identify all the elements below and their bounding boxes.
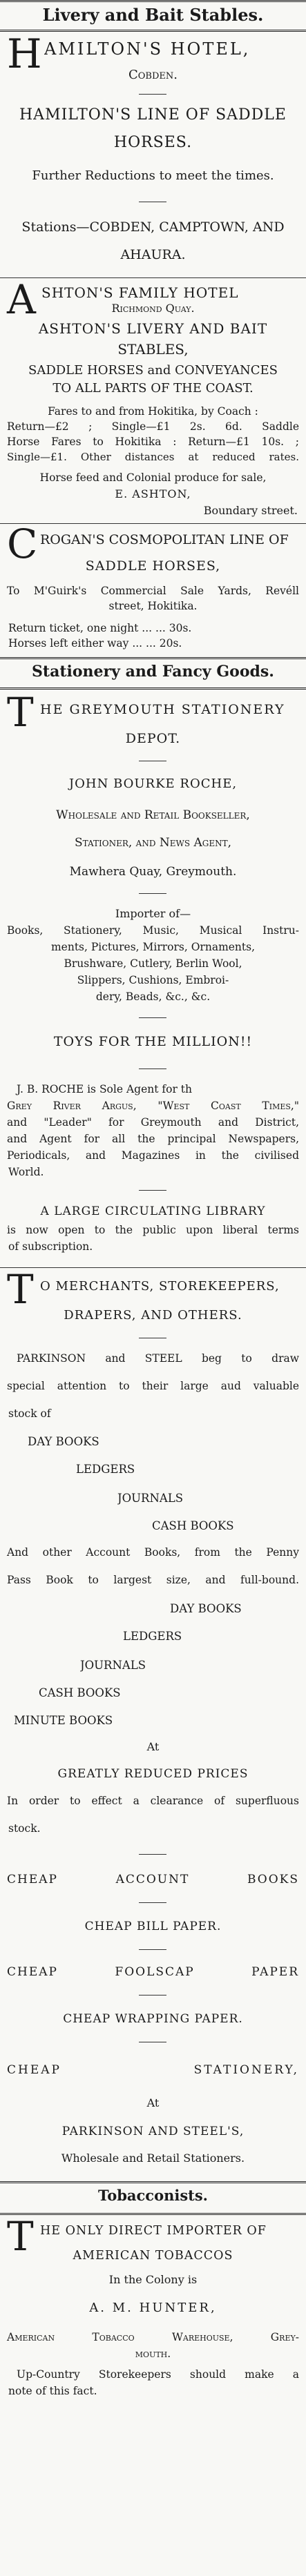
drop-cap: A [7,276,36,323]
drop-cap: C [7,520,38,567]
double-rule [0,687,306,690]
stations-text: Stations—COBDEN, CAMPTOWN, AND [21,219,285,235]
account-books-text: And other Account Books, from the Penny [7,1546,299,1559]
double-rule [0,30,306,32]
cheap-foolscap-paper: CHEAP FOOLSCAP PAPER [7,1965,299,1979]
section-heading: Tobacconists. [98,2187,208,2204]
feed-text: Horse feed and Colonial produce for sale, [39,471,267,484]
importer-label: Importer of— [115,907,191,920]
tobacco-title: HE ONLY DIRECT IMPORTER OF [40,2224,267,2238]
fares-text: Single—£1. Other distances at reduced rates. [7,451,299,463]
cheap-stationery: CHEAP STATIONERY, [7,2063,299,2077]
cheap-bill-paper: CHEAP BILL PAPER. [84,1920,222,1933]
crogan-text: street, Hokitika. [108,600,198,612]
goods-list: Brushware, Cutlery, Berlin Wool, [64,957,242,970]
stock-item: DAY BOOKS [28,1435,99,1448]
agent-text: and Agent for all the principal Newspapers, [7,1133,299,1145]
drop-cap: T [7,689,34,736]
library-text: is now open to the public upon liberal terms [7,1224,299,1236]
horses-left-price: Horses left either way ... ... 20s. [8,637,182,650]
goods-list: Slippers, Cushions, Embroi- [77,974,229,986]
stock-item: JOURNALS [117,1492,184,1505]
cheap-account-books: CHEAP ACCOUNT BOOKS [7,1873,299,1886]
saddle-line-title-2: HORSES. [113,134,193,151]
stock-item: CASH BOOKS [39,1686,121,1699]
agent-text: World. [8,1166,44,1178]
hotel-title: AMILTON'S HOTEL, [44,39,251,59]
tobacco-text: In the Colony is [108,2273,198,2286]
crogan-saddle-horses: SADDLE HORSES, [85,558,221,574]
goods-list: ments, Pictures, Mirrors, Ornaments, [50,941,256,953]
stock-item: JOURNALS [80,1659,146,1672]
drop-cap: T [7,1266,34,1313]
agent-text: Periodicals, and Magazines in the civilised [7,1149,299,1162]
ashton-hotel-title: SHTON'S FAMILY HOTEL [41,284,239,301]
trade-description: Wholesale and Retail Bookseller, [56,808,250,822]
stock-item: LEDGERS [76,1463,135,1476]
library-text: of subscription. [8,1240,93,1253]
merchants-title: O MERCHANTS, STOREKEEPERS, [40,1279,280,1294]
ashton-signature: E. ASHTON, [115,487,191,500]
tobacco-title-2: AMERICAN TOBACCOS [73,2249,233,2263]
toys-heading: TOYS FOR THE MILLION!! [53,1034,253,1049]
depot-title: HE GREYMOUTH STATIONERY [40,702,285,717]
upcountry-text: Up-Country Storekeepers should make a [17,2368,299,2381]
reduced-prices-heading: GREATLY REDUCED PRICES [57,1767,249,1781]
ashton-street: Boundary street. [203,504,298,517]
goods-list: Books, Stationery, Music, Musical Instru- [7,924,299,937]
firm-description: Wholesale and Retail Stationers. [61,2151,245,2165]
rule [0,1267,306,1268]
at-text: At [146,2096,160,2109]
short-rule [139,1017,166,1018]
merchants-intro: PARKINSON and STEEL beg to draw [17,1352,299,1365]
double-rule [0,0,306,2]
rule [0,523,306,524]
ashton-livery-title: ASHTON'S LIVERY AND BAIT [38,320,268,337]
merchants-intro: stock of [8,1407,51,1420]
stock-item: LEDGERS [123,1630,182,1643]
double-rule [0,657,306,659]
warehouse-text: American Tobacco Warehouse, Grey- [7,2331,299,2343]
short-rule [139,893,166,894]
short-rule [139,1854,166,1855]
section-heading: Livery and Bait Stables. [42,5,264,25]
section-heading: Stationery and Fancy Goods. [32,663,274,681]
short-rule [139,1190,166,1191]
cheap-wrapping-paper: CHEAP WRAPPING PAPER. [63,2012,243,2026]
stock-item: DAY BOOKS [170,1602,242,1615]
proprietor-name: JOHN BOURKE ROCHE, [68,777,238,791]
agent-text: J. B. ROCHE is Sole Agent for th [17,1083,192,1095]
stock-item: CASH BOOKS [152,1519,234,1532]
clearance-text: In order to effect a clearance of superfluous [7,1795,299,1807]
crogan-title: ROGAN'S COSMOPOLITAN LINE OF [40,532,289,547]
at-text: At [146,1740,160,1753]
agent-text: Grey River Argus, "West Coast Times," [7,1100,299,1112]
merchants-title-2: DRAPERS, AND OTHERS. [64,1308,242,1323]
trade-description: Stationer, and News Agent, [74,836,231,850]
ashton-address: Richmond Quay. [111,302,195,315]
merchants-intro: special attention to their large aud valuable [7,1380,299,1392]
clearance-text: stock. [8,1822,41,1835]
hunter-name: A. M. HUNTER, [89,2301,217,2315]
upcountry-text: note of this fact. [8,2385,97,2397]
goods-list: dery, Beads, &c., &c. [95,991,211,1003]
account-books-text: Pass Book to largest size, and full-bound. [7,1574,299,1586]
hotel-place: Cobden. [128,68,178,82]
drop-cap: H [7,30,42,77]
ashton-coast: TO ALL PARTS OF THE COAST. [52,381,254,396]
agent-text: and "Leader" for Greymouth and District, [7,1116,299,1129]
drop-cap: T [7,2213,34,2260]
stations-text-2: AHAURA. [120,247,186,262]
return-ticket-price: Return ticket, one night ... ... 30s. [8,622,192,634]
firm-name: PARKINSON AND STEEL'S, [61,2125,245,2138]
ashton-saddle-horses: SADDLE HORSES and CONVEYANCES [28,363,278,378]
short-rule [139,94,166,95]
saddle-line-title: HAMILTON'S LINE OF SADDLE [19,106,287,124]
library-heading: A LARGE CIRCULATING LIBRARY [40,1204,266,1218]
short-rule [139,1995,166,1996]
crogan-text: To M'Guirk's Commercial Sale Yards, Revéll [7,585,299,597]
fares-text: Horse Fares to Hokitika : Return—£1 10s. ; [7,436,299,448]
double-rule [0,2213,306,2215]
rule [0,277,306,278]
short-rule [139,1902,166,1903]
short-rule [139,1949,166,1950]
stock-item: MINUTE BOOKS [14,1714,113,1727]
fares-text: Fares to and from Hokitika, by Coach : [48,405,258,418]
ashton-stables: STABLES, [117,341,189,358]
fares-text: Return—£2 ; Single—£1 2s. 6d. Saddle [7,420,299,433]
reductions-text: Further Reductions to meet the times. [32,168,274,183]
depot-address: Mawhera Quay, Greymouth. [69,865,237,879]
warehouse-text: mouth. [135,2348,171,2360]
depot-title-2: DEPOT. [125,731,181,746]
double-rule [0,2181,306,2183]
